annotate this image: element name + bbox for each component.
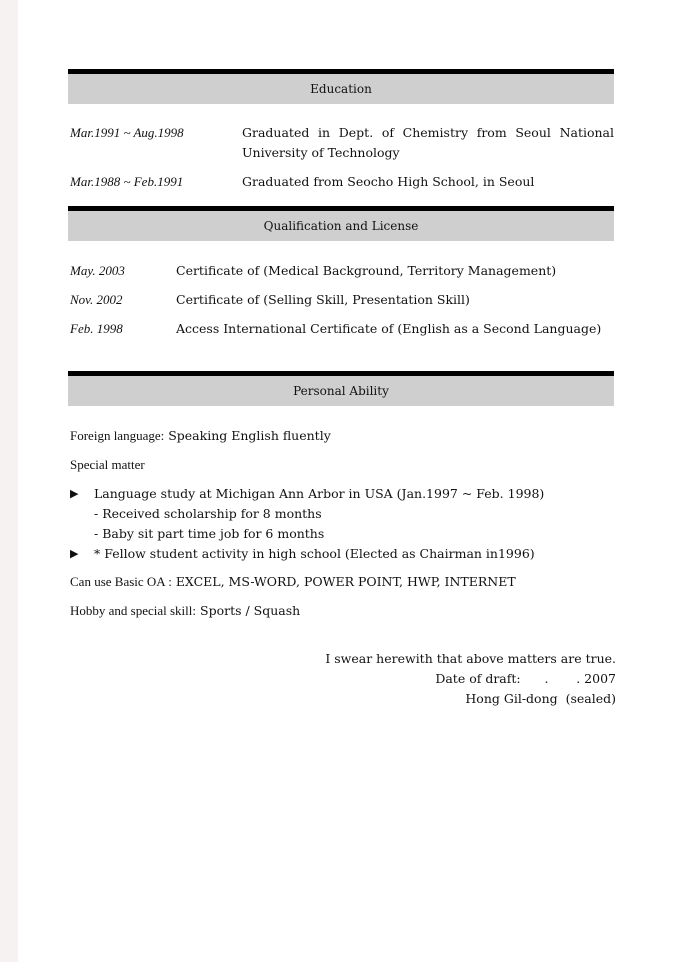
bullet-arrow-icon: ▶: [70, 487, 79, 500]
draft-date-line: Date of draft: . . 2007: [435, 671, 616, 686]
hobby-value: Sports / Squash: [200, 603, 301, 618]
special-matter-label: Special matter: [70, 457, 145, 472]
qualification-date-1: May. 2003: [70, 263, 125, 278]
education-text-1: Graduated in Dept. of Chemistry from Seoul National University of Technology: [242, 125, 614, 160]
education-text-2: Graduated from Seocho High School, in Seoul: [242, 174, 535, 189]
oath-line: I swear herewith that above matters are true.: [325, 651, 616, 666]
special-item-4: * Fellow student activity in high school (Elected as Chairman in1996): [94, 546, 535, 561]
qualification-heading: Qualification and License: [68, 206, 614, 241]
hobby-label: Hobby and special skill:: [70, 603, 197, 618]
qualification-date-2: Nov. 2002: [70, 292, 123, 307]
education-heading: Education: [68, 69, 614, 104]
qualification-date-3: Feb. 1998: [70, 321, 123, 336]
qualification-text-1: Certificate of (Medical Background, Territory Management): [176, 263, 557, 278]
oa-value: EXCEL, MS-WORD, POWER POINT, HWP, INTERNET: [175, 574, 516, 589]
oa-line: [70, 574, 516, 590]
oa-label: Can use Basic OA :: [70, 574, 172, 589]
special-item-2: - Received scholarship for 8 months: [94, 506, 322, 521]
document-page: [18, 0, 680, 962]
foreign-language-line: [70, 428, 331, 444]
bullet-arrow-icon: ▶: [70, 547, 79, 560]
education-date-1: Mar.1991 ~ Aug.1998: [70, 125, 184, 140]
special-item-1: Language study at Michigan Ann Arbor in USA (Jan.1997 ~ Feb. 1998): [94, 486, 545, 501]
education-date-2: Mar.1988 ~ Feb.1991: [70, 174, 184, 189]
foreign-language-value: Speaking English fluently: [168, 428, 331, 443]
special-item-3: - Baby sit part time job for 6 months: [94, 526, 325, 541]
personal-heading: Personal Ability: [68, 371, 614, 406]
signature-line: Hong Gil-dong (sealed): [465, 691, 616, 706]
qualification-text-2: Certificate of (Selling Skill, Presentation Skill): [176, 292, 470, 307]
hobby-line: [70, 603, 300, 619]
qualification-text-3: Access International Certificate of (English as a Second Language): [176, 321, 602, 336]
foreign-language-label: Foreign language:: [70, 428, 165, 443]
